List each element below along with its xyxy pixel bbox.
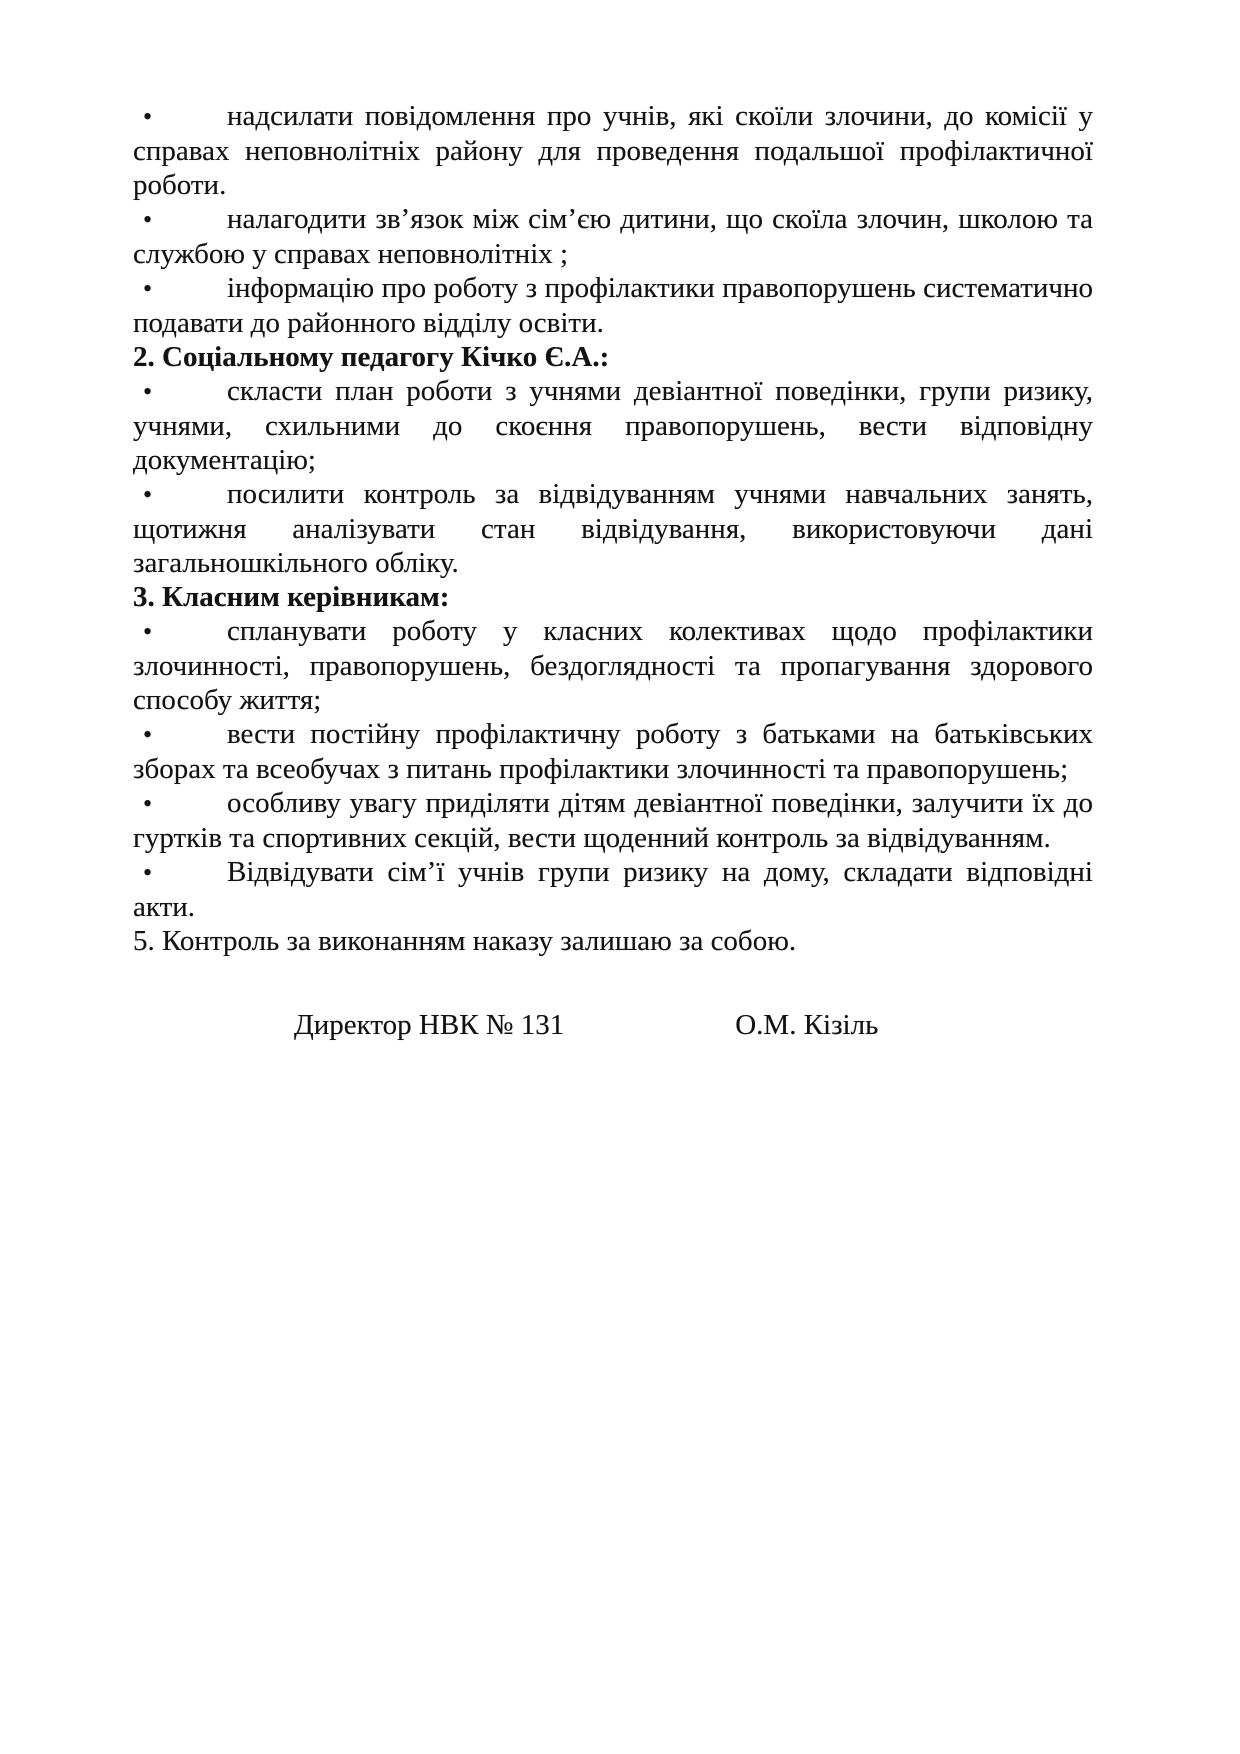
signature-title: Директор НВК № 131 (294, 1009, 565, 1041)
bullet-paragraph (133, 717, 1093, 786)
bullet-paragraph (133, 202, 1093, 271)
bullet-icon: • (143, 274, 153, 303)
bullet-icon: • (143, 858, 153, 887)
paragraph-text: спланувати роботу у класних колективах щодо профілактики злочинності, правопорушень, бездоглядності та пропагування здорового способу життя; (133, 615, 1093, 716)
paragraph-text: особливу увагу приділяти дітям девіантної поведінки, залучити їх до гуртків та спортивних секцій, вести щоденний контроль за відвідуванням. (133, 787, 1093, 854)
paragraph-text: вести постійну профілактичну роботу з батьками на батьківських зборах та всеобучах з питань профілактики злочинності та правопорушень; (133, 718, 1093, 785)
section-heading-class-teachers: 3. Класним керівникам: (133, 581, 450, 613)
paragraph-text: скласти план роботи з учнями девіантної поведінки, групи ризику, учнями, схильними до скоєння правопорушень, вести відповідну документацію; (133, 375, 1093, 476)
bullet-icon: • (143, 789, 153, 818)
signature-line (133, 1008, 1093, 1042)
bullet-paragraph (133, 271, 1093, 340)
bullet-paragraph (133, 477, 1093, 580)
bullet-icon: • (143, 377, 153, 406)
bullet-paragraph (133, 614, 1093, 717)
paragraph-text: надсилати повідомлення про учнів, які скоїли злочини, до комісії у справах неповнолітніх району для проведення подальшої профілактичної роботи. (133, 100, 1093, 201)
bullet-icon: • (143, 617, 153, 646)
bullet-paragraph (133, 374, 1093, 477)
bullet-icon: • (143, 480, 153, 509)
paragraph-text: інформацію про роботу з профілактики правопорушень систематично подавати до районного відділу освіти. (133, 272, 1093, 339)
bullet-paragraph (133, 855, 1093, 924)
bullet-paragraph (133, 99, 1093, 202)
paragraph-text: посилити контроль за відвідуванням учнями навчальних занять, щотижня аналізувати стан відвідування, використовуючи дані загальношкільного обліку. (133, 478, 1093, 579)
control-clause-paragraph: 5. Контроль за виконанням наказу залишаю за собою. (133, 925, 797, 957)
document-body (133, 99, 1093, 958)
bullet-icon: • (143, 205, 153, 234)
bullet-paragraph (133, 786, 1093, 855)
signature-name: О.М. Кізіль (735, 1009, 879, 1041)
bullet-icon: • (143, 720, 153, 749)
paragraph-text: Відвідувати сім’ї учнів групи ризику на дому, складати відповідні акти. (133, 856, 1093, 923)
paragraph-text: налагодити зв’язок між сім’єю дитини, що скоїла злочин, школою та службою у справах неповнолітніх ; (133, 203, 1093, 270)
section-heading-social-pedagogue: 2. Соціальному педагогу Кічко Є.А.: (133, 341, 610, 373)
bullet-icon: • (143, 102, 153, 131)
